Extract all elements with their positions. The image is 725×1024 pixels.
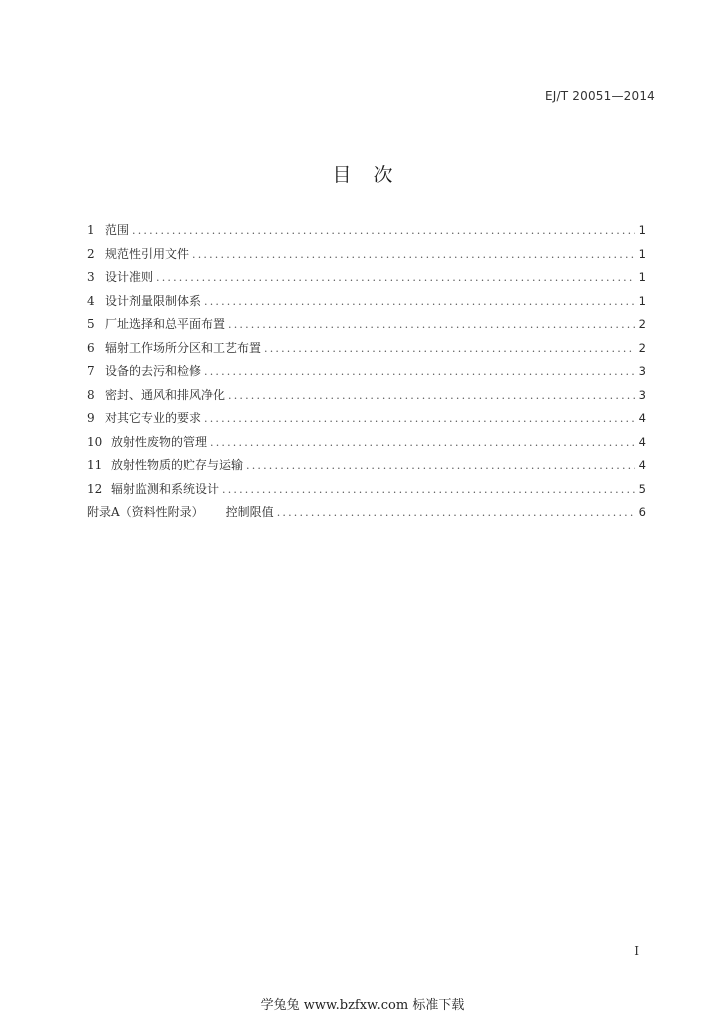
toc-entry-label: 辐射监测和系统设计 [111, 481, 220, 496]
toc-entry-1[interactable] [87, 220, 646, 244]
toc-entry-page: 1 [638, 293, 646, 308]
toc-entry-label: 设计准则 [105, 270, 154, 284]
toc-dot-leader [204, 362, 635, 382]
toc-dot-leader [277, 503, 635, 523]
toc-dot-leader [204, 409, 635, 429]
table-of-contents [87, 220, 646, 526]
toc-entry-4[interactable] [87, 291, 646, 315]
toc-entry-label: 规范性引用文件 [105, 246, 190, 261]
toc-dot-leader [192, 245, 635, 265]
toc-entry-7[interactable] [87, 361, 646, 385]
toc-entry-11[interactable] [87, 455, 646, 479]
toc-entry-page: 4 [638, 411, 646, 425]
toc-entry-10[interactable] [87, 432, 646, 456]
toc-entry-label: 设备的去污和检修 [105, 364, 202, 378]
toc-entry-page: 5 [638, 481, 646, 496]
toc-entry-number: 7 [87, 364, 95, 378]
toc-dot-leader [210, 433, 635, 453]
toc-entry-5[interactable] [87, 314, 646, 338]
toc-entry-label: 范围 [105, 223, 130, 237]
toc-entry-page: 2 [638, 340, 646, 355]
toc-entry-12[interactable] [87, 479, 646, 503]
toc-dot-leader [246, 456, 635, 476]
toc-entry-number: 4 [87, 293, 95, 308]
page-number: I [634, 944, 639, 958]
toc-entry-page: 2 [638, 317, 646, 331]
toc-entry-page: 1 [638, 246, 646, 261]
toc-entry-page: 6 [638, 505, 646, 519]
toc-entry-number: 附录A（资料性附录） [87, 505, 204, 519]
toc-entry-appendix-a[interactable] [87, 502, 646, 526]
toc-entry-number: 9 [87, 411, 95, 425]
toc-entry-9[interactable] [87, 408, 646, 432]
toc-entry-page: 1 [638, 223, 646, 237]
toc-dot-leader [264, 339, 635, 359]
toc-entry-label: 控制限值 [225, 505, 274, 519]
toc-dot-leader [222, 480, 635, 500]
toc-entry-label: 辐射工作场所分区和工艺布置 [105, 340, 262, 355]
standard-number: EJ/T 20051—2014 [544, 89, 655, 103]
toc-entry-3[interactable] [87, 267, 646, 291]
toc-entry-8[interactable] [87, 385, 646, 409]
toc-entry-number: 6 [87, 340, 95, 355]
page-title: 目次 [332, 164, 415, 186]
toc-entry-number: 8 [87, 387, 95, 402]
toc-entry-page: 1 [638, 270, 646, 284]
toc-entry-label: 对其它专业的要求 [105, 411, 202, 425]
toc-dot-leader [156, 268, 635, 288]
toc-entry-number: 10 [87, 434, 103, 449]
toc-entry-page: 3 [638, 387, 646, 402]
toc-entry-number: 1 [87, 223, 95, 237]
toc-entry-number: 11 [87, 458, 103, 472]
toc-entry-number: 3 [87, 270, 95, 284]
toc-entry-number: 5 [87, 317, 95, 331]
toc-entry-page: 4 [638, 458, 646, 472]
toc-dot-leader [228, 386, 635, 406]
toc-dot-leader [228, 315, 635, 335]
toc-entry-label: 密封、通风和排风净化 [105, 387, 226, 402]
toc-entry-page: 4 [638, 434, 646, 449]
toc-entry-label: 放射性物质的贮存与运输 [111, 458, 244, 472]
toc-entry-number: 12 [87, 481, 103, 496]
source-watermark: 学兔兔 www.bzfxw.com 标准下载 [260, 998, 465, 1013]
toc-entry-label: 厂址选择和总平面布置 [105, 317, 226, 331]
toc-dot-leader [204, 292, 635, 312]
toc-entry-label: 设计剂量限制体系 [105, 293, 202, 308]
toc-dot-leader [132, 221, 635, 241]
toc-entry-label: 放射性废物的管理 [111, 434, 208, 449]
toc-entry-6[interactable] [87, 338, 646, 362]
toc-entry-2[interactable] [87, 244, 646, 268]
toc-entry-number: 2 [87, 246, 95, 261]
toc-entry-page: 3 [638, 364, 646, 378]
